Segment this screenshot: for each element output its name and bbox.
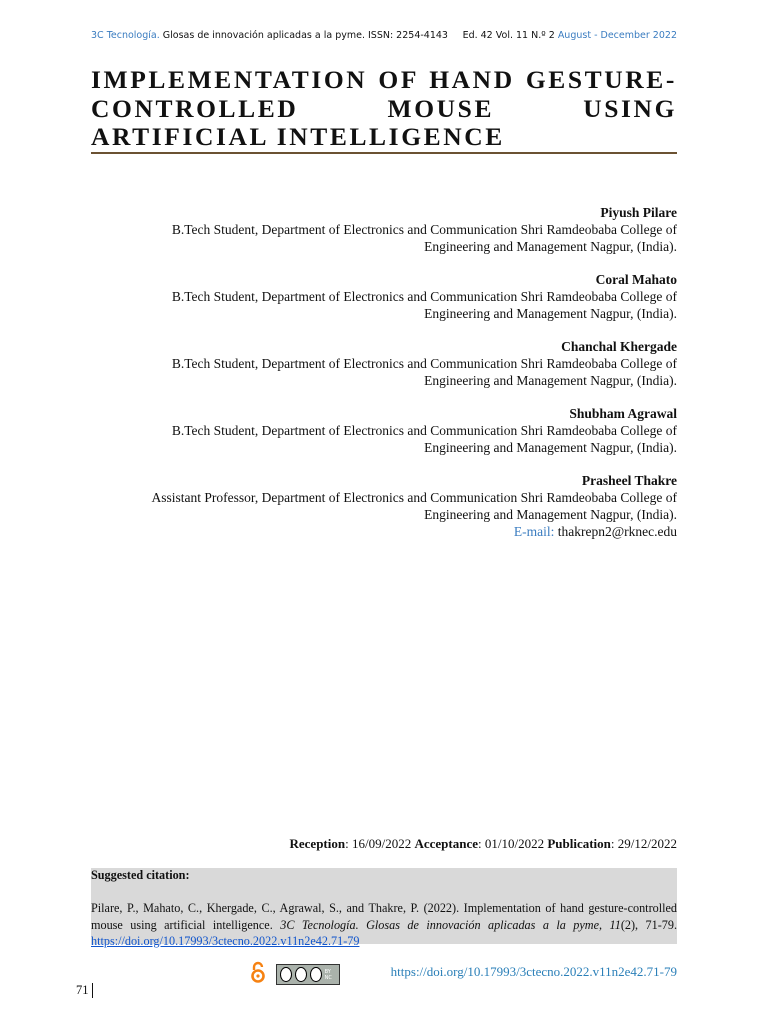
license-icons: [250, 961, 340, 988]
author-name: Shubham Agrawal: [569, 406, 677, 421]
citation-issue: (2), 71-79.: [620, 917, 678, 932]
author-affiliation: B.Tech Student, Department of Electronics and Communication Shri Ramdeobaba College of: [171, 423, 677, 438]
author-affiliation: Engineering and Management Nagpur, (India).: [424, 373, 677, 388]
paper-title: IMPLEMENTATION OF HAND GESTURE-CONTROLLED MOUSE USING ARTIFICIAL INTELLIGENCE: [91, 65, 677, 151]
reception-date: : 16/09/2022: [345, 836, 412, 851]
author-block: [91, 338, 677, 389]
citation-authors-title: Pilare, P., Mahato, C., Khergade, C., Agrawal, S., and Thakre, P. (2022). Implementation of hand gesture-controlled mouse using artificial intelligence.: [91, 901, 677, 932]
publication-dates: [91, 836, 677, 852]
citation-heading: Suggested citation:: [91, 868, 190, 882]
author-block: [91, 271, 677, 322]
title-divider: [91, 152, 677, 154]
email-label: E-mail:: [513, 524, 555, 539]
author-block: [91, 204, 677, 255]
journal-info: [91, 30, 448, 41]
page-header: [91, 30, 677, 41]
acceptance-date: : 01/10/2022: [477, 836, 545, 851]
author-name: Coral Mahato: [595, 272, 677, 287]
journal-subtitle: Glosas de innovación aplicadas a la pyme. ISSN: 2254-4143: [162, 30, 448, 41]
license-badge-text: BY NC: [324, 968, 332, 981]
author-affiliation: B.Tech Student, Department of Electronics and Communication Shri Ramdeobaba College of: [171, 289, 677, 304]
author-block: [91, 405, 677, 456]
period: August - December 2022: [557, 30, 677, 41]
email-address[interactable]: thakrepn2@rknec.edu: [557, 524, 677, 539]
author-block: [91, 472, 677, 540]
edition: Ed. 42 Vol. 11 N.º 2: [462, 30, 555, 41]
footer-doi-link[interactable]: https://doi.org/10.17993/3ctecno.2022.v11n2e42.71-79: [390, 964, 677, 979]
cc-icon: [280, 967, 292, 982]
author-list: [91, 204, 677, 540]
author-affiliation: B.Tech Student, Department of Electronics and Communication Shri Ramdeobaba College of: [171, 356, 677, 371]
author-affiliation: Engineering and Management Nagpur, (India).: [424, 306, 677, 321]
journal-name: 3C Tecnología.: [91, 30, 160, 41]
edition-info: [463, 30, 677, 41]
author-affiliation: B.Tech Student, Department of Electronics and Communication Shri Ramdeobaba College of: [171, 222, 677, 237]
author-name: Chanchal Khergade: [561, 339, 677, 354]
author-affiliation: Engineering and Management Nagpur, (India).: [424, 440, 677, 455]
noncommercial-icon: [310, 967, 322, 982]
suggested-citation-box: [91, 868, 678, 948]
citation-journal: 3C Tecnología. Glosas de innovación aplicadas a la pyme, 11: [280, 917, 621, 932]
open-access-icon: [250, 961, 266, 988]
author-name: Prasheel Thakre: [581, 473, 677, 488]
citation-text: [91, 894, 677, 950]
author-affiliation: Engineering and Management Nagpur, (India).: [424, 239, 677, 254]
citation-doi-link[interactable]: https://doi.org/10.17993/3ctecno.2022.v11n2e42.71-79: [91, 934, 360, 948]
cc-license-badge[interactable]: [276, 964, 340, 985]
page-number: 71: [76, 983, 93, 998]
author-affiliation: Engineering and Management Nagpur, (India).: [424, 507, 677, 522]
author-name: Piyush Pilare: [600, 205, 677, 220]
contact-email: [91, 523, 677, 540]
author-affiliation: Assistant Professor, Department of Electronics and Communication Shri Ramdeobaba College of: [151, 490, 677, 505]
attribution-icon: [295, 967, 307, 982]
reception-label: Reception: [289, 836, 346, 851]
publication-date: : 29/12/2022: [610, 836, 677, 851]
publication-label: Publication: [547, 836, 611, 851]
acceptance-label: Acceptance: [414, 836, 478, 851]
